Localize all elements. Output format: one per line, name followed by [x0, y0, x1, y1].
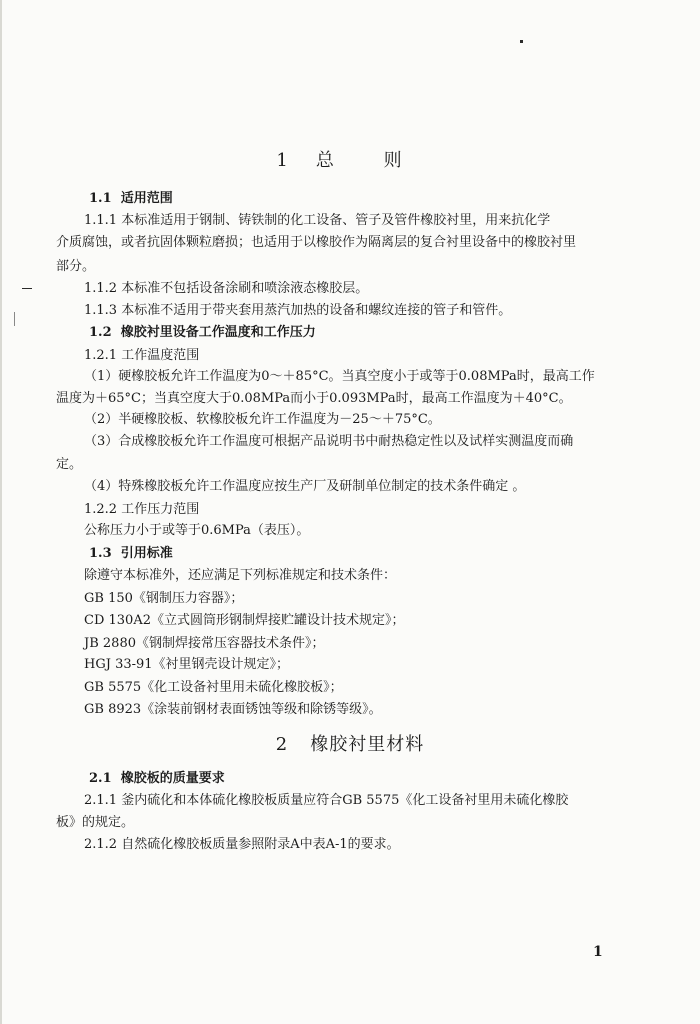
clause-1-1-2: 1.1.2 本标准不包括设备涂刷和喷涂液态橡胶层。 — [84, 281, 369, 296]
section-1-1-heading — [89, 190, 173, 208]
chapter-2-number: 2 — [275, 734, 289, 755]
clause-1-2-1-item4: （4）特殊橡胶板允许工作温度应按生产厂及研制单位制定的技术条件确定 。 — [84, 479, 526, 494]
reference-item: GB 8923《涂装前钢材表面锈蚀等级和除锈等级》。 — [84, 702, 382, 717]
clause-2-1-1-line1: 2.1.1 釜内硫化和本体硫化橡胶板质量应符合GB 5575《化工设备衬里用未硫化橡胶 — [84, 793, 569, 808]
clause-1-2-1-item2: （2）半硬橡胶板、软橡胶板允许工作温度为－25～＋75°C。 — [84, 412, 441, 427]
reference-item: CD 130A2《立式圆筒形钢制焊接贮罐设计技术规定》； — [84, 613, 405, 628]
section-1-1-number: 1.1 — [89, 191, 112, 206]
section-1-3-intro: 除遵守本标准外，还应满足下列标准规定和技术条件： — [84, 568, 397, 583]
clause-1-1-1-line2: 介质腐蚀，或者抗固体颗粒磨损；也适用于以橡胶作为隔离层的复合衬里设备中的橡胶衬里 — [56, 235, 577, 250]
section-1-1-title: 适用范围 — [120, 191, 173, 206]
section-1-3-heading — [89, 545, 173, 563]
clause-1-2-1-item1-line2: 温度为＋65°C；当真空度大于0.08MPa而小于0.093MPa时，最高工作温度为＋40°C。 — [56, 391, 572, 406]
chapter-2-name: 橡胶衬里材料 — [310, 734, 425, 755]
scan-speck — [22, 288, 32, 289]
clause-1-1-3: 1.1.3 本标准不适用于带夹套用蒸汽加热的设备和螺纹连接的管子和管件。 — [84, 303, 512, 318]
section-1-2-heading — [89, 324, 316, 342]
section-1-3-number: 1.3 — [89, 546, 112, 561]
chapter-1-title — [0, 146, 700, 172]
clause-1-1-1-line3: 部分。 — [56, 259, 96, 274]
section-1-2-number: 1.2 — [89, 325, 112, 340]
clause-2-1-1-line2: 板》的规定。 — [56, 815, 135, 830]
reference-item: JB 2880《钢制焊接常压容器技术条件》； — [84, 636, 325, 651]
clause-1-1-1-line1: 1.1.1 本标准适用于钢制、铸铁制的化工设备、管子及管件橡胶衬里，用来抗化学 — [84, 213, 551, 228]
section-2-1-title: 橡胶板的质量要求 — [120, 771, 225, 786]
page-number: 1 — [593, 944, 603, 960]
section-2-1-number: 2.1 — [89, 771, 112, 786]
clause-1-2-1-item1-line1: （1）硬橡胶板允许工作温度为0～＋85°C。当真空度小于或等于0.08MPa时，最高工作 — [84, 369, 595, 384]
section-1-2-title: 橡胶衬里设备工作温度和工作压力 — [120, 325, 316, 340]
scan-speck — [520, 40, 523, 43]
section-2-1-heading — [89, 770, 225, 788]
reference-item: HGJ 33-91《衬里钢壳设计规定》； — [84, 657, 290, 672]
clause-1-2-2-text: 公称压力小于或等于0.6MPa（表压）。 — [84, 523, 310, 538]
clause-1-2-2-heading: 1.2.2 工作压力范围 — [84, 502, 200, 517]
section-1-3-title: 引用标准 — [120, 546, 173, 561]
clause-1-2-1-item3-line2: 定。 — [56, 457, 83, 472]
reference-item: GB 150《钢制压力容器》； — [84, 591, 244, 606]
reference-item: GB 5575《化工设备衬里用未硫化橡胶板》； — [84, 680, 343, 695]
clause-2-1-2: 2.1.2 自然硫化橡胶板质量参照附录A中表A-1的要求。 — [84, 837, 400, 852]
chapter-1-name: 总 则 — [315, 150, 424, 171]
clause-1-2-1-item3-line1: （3）合成橡胶板允许工作温度可根据产品说明书中耐热稳定性以及试样实测温度而确 — [84, 434, 574, 449]
chapter-1-number: 1 — [276, 150, 290, 171]
clause-1-2-1-heading: 1.2.1 工作温度范围 — [84, 348, 200, 363]
scan-speck — [14, 312, 15, 326]
chapter-2-title — [0, 730, 700, 756]
